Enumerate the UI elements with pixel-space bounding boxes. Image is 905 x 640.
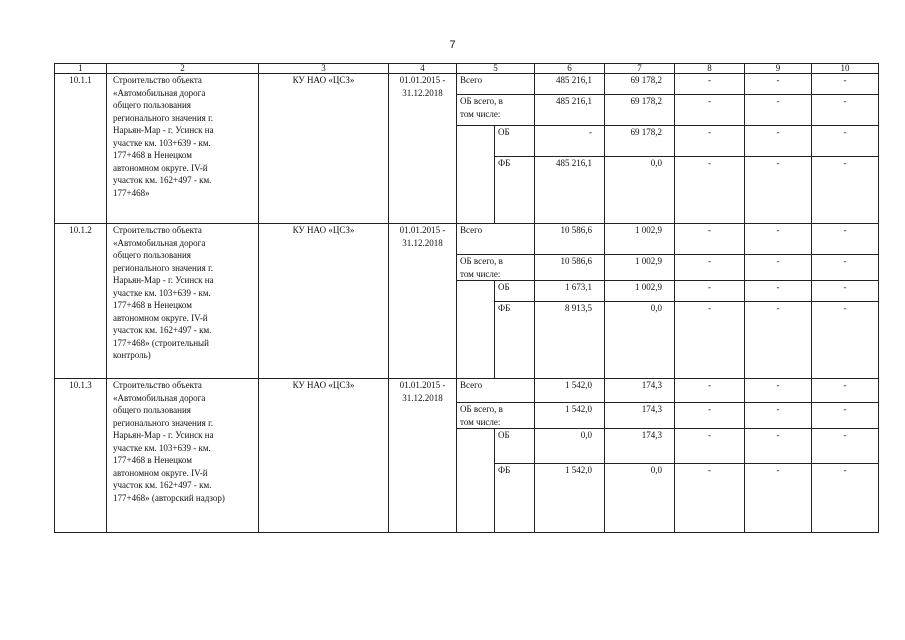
ob-total-label: ОБ всего, в том числе: xyxy=(457,255,535,281)
fb-value: - xyxy=(675,302,745,379)
indent-cell xyxy=(457,157,495,224)
ob-value: 0,0 xyxy=(535,429,605,464)
indent-cell xyxy=(457,281,495,302)
ob-value: 1 002,9 xyxy=(605,281,675,302)
fb-label: ФБ xyxy=(495,302,535,379)
total-value: - xyxy=(675,224,745,255)
funding-table xyxy=(54,63,879,533)
ob-value: - xyxy=(745,126,812,157)
ob-value: - xyxy=(675,429,745,464)
total-value: - xyxy=(675,379,745,403)
ob-total-value: 174,3 xyxy=(605,403,675,429)
ob-value: - xyxy=(535,126,605,157)
total-value: - xyxy=(745,224,812,255)
period: 01.01.2015 - 31.12.2018 xyxy=(389,224,457,379)
ob-value: - xyxy=(675,126,745,157)
ob-total-value: - xyxy=(675,403,745,429)
ob-total-value: 485 216,1 xyxy=(535,95,605,126)
page-number: 7 xyxy=(449,39,456,51)
ob-total-value: - xyxy=(675,255,745,281)
fb-value: 0,0 xyxy=(605,157,675,224)
column-header: 10 xyxy=(812,64,879,74)
ob-label: ОБ xyxy=(495,429,535,464)
total-value: - xyxy=(745,74,812,95)
fb-value: 485 216,1 xyxy=(535,157,605,224)
column-header: 4 xyxy=(389,64,457,74)
total-value: 485 216,1 xyxy=(535,74,605,95)
table-row xyxy=(55,74,879,95)
total-value: 1 542,0 xyxy=(535,379,605,403)
column-number-header xyxy=(55,64,879,74)
ob-total-value: - xyxy=(745,403,812,429)
ob-total-label: ОБ всего, в том числе: xyxy=(457,403,535,429)
fb-value: 0,0 xyxy=(605,302,675,379)
ob-total-label: ОБ всего, в том числе: xyxy=(457,95,535,126)
ob-value: - xyxy=(812,281,879,302)
ob-total-value: - xyxy=(745,255,812,281)
total-label: Всего xyxy=(457,74,535,95)
row-number: 10.1.2 xyxy=(55,224,107,379)
column-header: 8 xyxy=(675,64,745,74)
period: 01.01.2015 - 31.12.2018 xyxy=(389,379,457,533)
ob-value: - xyxy=(675,281,745,302)
fb-value: - xyxy=(812,157,879,224)
period: 01.01.2015 - 31.12.2018 xyxy=(389,74,457,224)
column-header: 7 xyxy=(605,64,675,74)
ob-total-value: 1 002,9 xyxy=(605,255,675,281)
ob-value: 69 178,2 xyxy=(605,126,675,157)
ob-total-value: - xyxy=(812,403,879,429)
object-description: Строительство объекта «Автомобильная дорога общего пользования регионального значения г. Нарьян-Мар - г. Усинск на участке км. 103+639 - км. 177+468 в Ненецком автономном округе. IV-й участок км. 162+497 - км. 177+468» xyxy=(107,74,259,224)
fb-value: 1 542,0 xyxy=(535,464,605,533)
total-value: - xyxy=(812,74,879,95)
ob-total-value: 69 178,2 xyxy=(605,95,675,126)
row-number: 10.1.1 xyxy=(55,74,107,224)
fb-value: 0,0 xyxy=(605,464,675,533)
fb-value: - xyxy=(745,157,812,224)
total-value: 174,3 xyxy=(605,379,675,403)
ob-total-value: - xyxy=(745,95,812,126)
column-header: 9 xyxy=(745,64,812,74)
fb-value: - xyxy=(745,302,812,379)
fb-value: - xyxy=(675,464,745,533)
ob-value: - xyxy=(745,429,812,464)
indent-cell xyxy=(457,429,495,464)
fb-label: ФБ xyxy=(495,464,535,533)
column-header: 2 xyxy=(107,64,259,74)
total-value: 10 586,6 xyxy=(535,224,605,255)
ob-total-value: - xyxy=(675,95,745,126)
fb-value: - xyxy=(745,464,812,533)
row-number: 10.1.3 xyxy=(55,379,107,533)
ob-total-value: - xyxy=(812,255,879,281)
ob-total-value: 10 586,6 xyxy=(535,255,605,281)
fb-value: - xyxy=(812,302,879,379)
column-header: 5 xyxy=(457,64,535,74)
ob-total-value: - xyxy=(812,95,879,126)
fb-value: - xyxy=(675,157,745,224)
object-description: Строительство объекта «Автомобильная дорога общего пользования регионального значения г. Нарьян-Мар - г. Усинск на участке км. 103+639 - км. 177+468 в Ненецком автономном округе. IV-й участок км. 162+497 - км. 177+468» (строительный контроль) xyxy=(107,224,259,379)
fb-value: 8 913,5 xyxy=(535,302,605,379)
total-label: Всего xyxy=(457,379,535,403)
indent-cell xyxy=(457,126,495,157)
object-description: Строительство объекта «Автомобильная дорога общего пользования регионального значения г. Нарьян-Мар - г. Усинск на участке км. 103+639 - км. 177+468 в Ненецком автономном округе. IV-й участок км. 162+497 - км. 177+468» (авторский надзор) xyxy=(107,379,259,533)
fb-value: - xyxy=(812,464,879,533)
ob-value: 1 673,1 xyxy=(535,281,605,302)
ob-value: 174,3 xyxy=(605,429,675,464)
ob-label: ОБ xyxy=(495,126,535,157)
table-row xyxy=(55,379,879,403)
ob-value: - xyxy=(812,429,879,464)
total-label: Всего xyxy=(457,224,535,255)
column-header: 6 xyxy=(535,64,605,74)
total-value: - xyxy=(675,74,745,95)
total-value: 69 178,2 xyxy=(605,74,675,95)
executor: КУ НАО «ЦСЗ» xyxy=(259,74,389,224)
executor: КУ НАО «ЦСЗ» xyxy=(259,224,389,379)
ob-value: - xyxy=(745,281,812,302)
ob-value: - xyxy=(812,126,879,157)
indent-cell xyxy=(457,302,495,379)
executor: КУ НАО «ЦСЗ» xyxy=(259,379,389,533)
total-value: - xyxy=(812,379,879,403)
ob-label: ОБ xyxy=(495,281,535,302)
total-value: - xyxy=(745,379,812,403)
column-header: 1 xyxy=(55,64,107,74)
column-header: 3 xyxy=(259,64,389,74)
indent-cell xyxy=(457,464,495,533)
total-value: 1 002,9 xyxy=(605,224,675,255)
ob-total-value: 1 542,0 xyxy=(535,403,605,429)
fb-label: ФБ xyxy=(495,157,535,224)
table-row xyxy=(55,224,879,255)
total-value: - xyxy=(812,224,879,255)
